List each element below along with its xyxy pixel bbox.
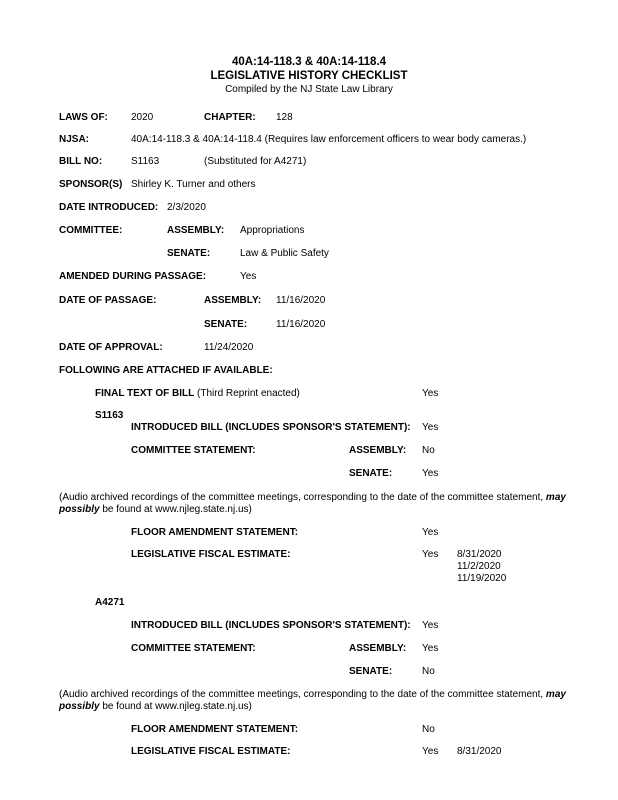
committee-assembly-value: Appropriations xyxy=(240,225,305,236)
committee-label: COMMITTEE: xyxy=(59,225,123,236)
a4271-introduced-label: INTRODUCED BILL (INCLUDES SPONSOR'S STATEMENT): xyxy=(131,620,411,631)
amended-label: AMENDED DURING PASSAGE: xyxy=(59,271,207,282)
s1163-fiscal-date: 11/2/2020 xyxy=(457,561,501,572)
date-approval-label: DATE OF APPROVAL: xyxy=(59,342,163,353)
a4271-assembly-label: ASSEMBLY: xyxy=(349,643,407,654)
date-approval-value: 11/24/2020 xyxy=(204,342,254,353)
a4271-introduced-value: Yes xyxy=(422,620,439,631)
a4271-committee-statement-label: COMMITTEE STATEMENT: xyxy=(131,643,256,654)
s1163-senate-label: SENATE: xyxy=(349,468,393,479)
passage-assembly-date: 11/16/2020 xyxy=(276,295,326,306)
njsa-value: 40A:14-118.3 & 40A:14-118.4 (Requires law enforcement officers to wear body cameras.) xyxy=(131,134,527,145)
s1163-senate-value: Yes xyxy=(422,468,439,479)
a4271-heading: A4271 xyxy=(95,597,125,608)
s1163-floor-label: FLOOR AMENDMENT STATEMENT: xyxy=(131,527,299,538)
laws-of-label: LAWS OF: xyxy=(59,112,108,123)
s1163-committee-statement-label: COMMITTEE STATEMENT: xyxy=(131,445,256,456)
s1163-assembly-value: No xyxy=(422,445,435,456)
final-text-row xyxy=(95,388,300,400)
date-introduced-value: 2/3/2020 xyxy=(167,202,206,213)
attached-heading: FOLLOWING ARE ATTACHED IF AVAILABLE: xyxy=(59,365,273,376)
date-introduced-label: DATE INTRODUCED: xyxy=(59,202,159,213)
s1163-heading: S1163 xyxy=(95,410,124,421)
sponsor-label: SPONSOR(S) xyxy=(59,179,123,190)
a4271-fiscal-date: 8/31/2020 xyxy=(457,746,502,757)
a4271-audio-note: (Audio archived recordings of the committee meetings, corresponding to the date of the committee statement, may possibly be found at www.njleg.state.nj.us) xyxy=(59,689,566,712)
committee-assembly-label: ASSEMBLY: xyxy=(167,225,225,236)
a4271-fiscal-label: LEGISLATIVE FISCAL ESTIMATE: xyxy=(131,746,291,757)
a4271-fiscal-value: Yes xyxy=(422,746,439,757)
s1163-introduced-label: INTRODUCED BILL (INCLUDES SPONSOR'S STATEMENT): xyxy=(131,422,411,433)
njsa-label: NJSA: xyxy=(59,134,90,145)
a4271-floor-label: FLOOR AMENDMENT STATEMENT: xyxy=(131,724,299,735)
a4271-floor-value: No xyxy=(422,724,435,735)
s1163-fiscal-label: LEGISLATIVE FISCAL ESTIMATE: xyxy=(131,549,291,560)
s1163-floor-value: Yes xyxy=(422,527,439,538)
chapter-label: CHAPTER: xyxy=(204,112,256,123)
bill-no-value: S1163 xyxy=(131,156,160,167)
passage-senate-date: 11/16/2020 xyxy=(276,319,326,330)
a4271-senate-label: SENATE: xyxy=(349,666,393,677)
laws-of-value: 2020 xyxy=(131,112,154,123)
passage-assembly-label: ASSEMBLY: xyxy=(204,295,262,306)
s1163-assembly-label: ASSEMBLY: xyxy=(349,445,407,456)
chapter-value: 128 xyxy=(276,112,293,123)
s1163-fiscal-date: 8/31/2020 xyxy=(457,549,502,560)
final-text-note: (Third Reprint enacted) xyxy=(194,388,300,399)
bill-no-label: BILL NO: xyxy=(59,156,103,167)
compiled-by: Compiled by the NJ State Law Library xyxy=(225,84,393,95)
final-text-label: FINAL TEXT OF BILL xyxy=(95,388,195,399)
amended-value: Yes xyxy=(240,271,257,282)
a4271-assembly-value: Yes xyxy=(422,643,439,654)
passage-senate-label: SENATE: xyxy=(204,319,248,330)
s1163-audio-note: (Audio archived recordings of the committee meetings, corresponding to the date of the committee statement, may possibly be found at www.njleg.state.nj.us) xyxy=(59,492,566,515)
final-text-value: Yes xyxy=(422,388,439,399)
sponsor-value: Shirley K. Turner and others xyxy=(131,179,256,190)
s1163-fiscal-value: Yes xyxy=(422,549,439,560)
substituted-note: (Substituted for A4271) xyxy=(204,156,307,167)
committee-senate-value: Law & Public Safety xyxy=(240,248,329,259)
a4271-senate-value: No xyxy=(422,666,435,677)
committee-senate-label: SENATE: xyxy=(167,248,211,259)
date-passage-label: DATE OF PASSAGE: xyxy=(59,295,157,306)
document-title-line1: 40A:14-118.3 & 40A:14-118.4 xyxy=(231,56,387,68)
s1163-fiscal-date: 11/19/2020 xyxy=(457,573,507,584)
s1163-introduced-value: Yes xyxy=(422,422,439,433)
document-title-line2: LEGISLATIVE HISTORY CHECKLIST xyxy=(210,70,408,82)
